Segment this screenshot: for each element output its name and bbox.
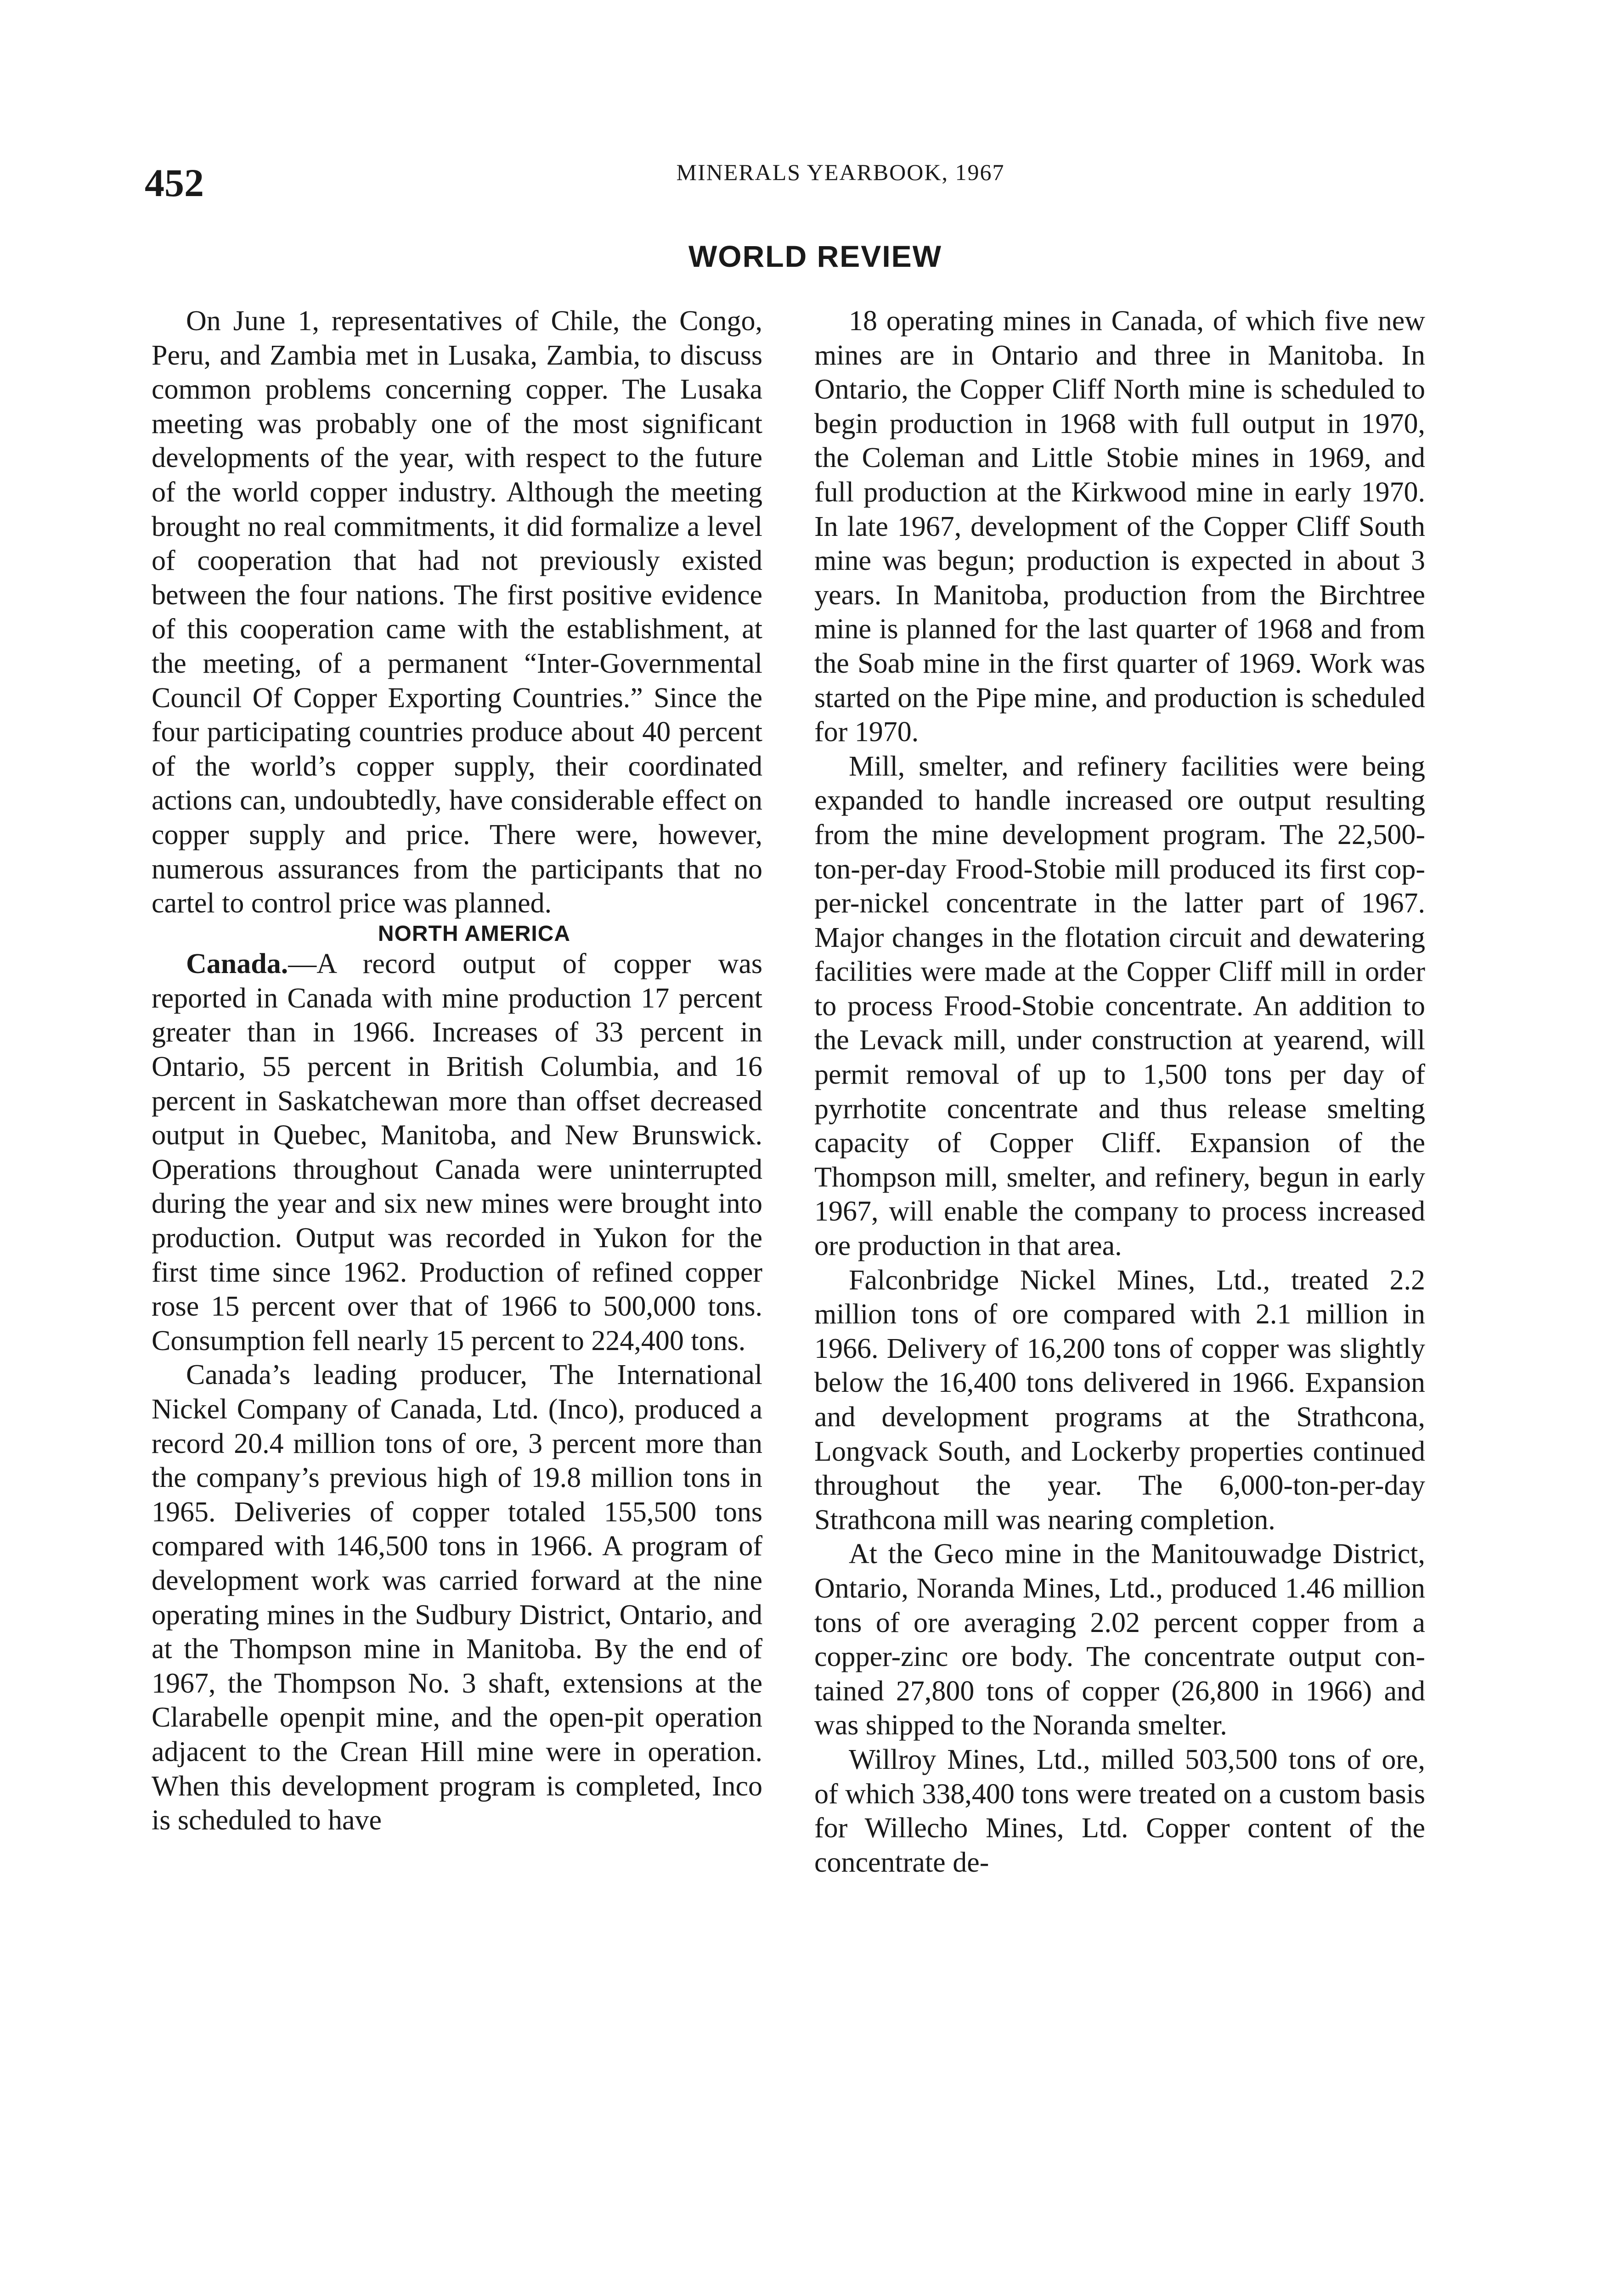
paragraph-willroy: Willroy Mines, Ltd., milled 503,500 tons of ore, of which 338,400 tons were treated on a custom basis for Willecho Mines, Ltd. Copper content of the concentrate de- (814, 1744, 1425, 1878)
right-column (814, 304, 1425, 1880)
paragraph-falconbridge: Falconbridge Nickel Mines, Ltd., treated 2.2 million tons of ore compared with 2.1 million in 1966. Delivery of 16,200 tons of copper was slightly below the 16,400 tons delivered in 1966. Expansion and development programs at the Strathcona, Longvack South, and Lockerby properties continued throughout the year. The 6,000-ton-per-day Strathcona mill was nearing completion. (814, 1264, 1425, 1536)
paragraph-geco-mine: At the Geco mine in the Manitouwadge District, Ontario, Noranda Mines, Ltd., produced 1.46 million tons of ore averaging 2.02 percent copper from a copper-zinc ore body. The concentrate output contained 27,800 tons of copper (26,800 in 1966) and was shipped to the Noranda smelter. (814, 1538, 1425, 1741)
paragraph-inco: Canada’s leading producer, The International Nickel Company of Canada, Ltd. (Inco), produced a record 20.4 million tons of ore, 3 percent more than the company’s previous high of 19.8 million tons in 1965. Deliveries of copper totaled 155,500 tons compared with 146,500 tons in 1966. A program of development work was carried forward at the nine operating mines in the Sudbury District, Ontario, and at the Thompson mine in Manitoba. By the end of 1967, the Thompson No. 3 shaft, extensions at the Clarabelle openpit mine, and the open-pit operation adjacent to the Crean Hill mine were in operation. When this development program is completed, Inco is scheduled to have (152, 1359, 762, 1836)
paragraph-lusaka-meeting: On June 1, representatives of Chile, the Congo, Peru, and Zambia met in Lusaka, Zambia, to discuss common problems concerning copper. The Lusaka meeting was probably one of the most significant developments of the year, with respect to the future of the world copper industry. Although the meeting brought no real commitments, it did formalize a level of cooperation that had not previously existed between the four nations. The first positive evidence of this cooperation came with the establishment, at the meeting, of a permanent “Inter-Governmental Council Of Copper Exporting Countries.” Since the four participating countries produce about 40 percent of the world’s copper supply, their coordinated actions can, undoubtedly, have considerable effect on copper supply and price. There were, however, numerous assurances from the participants that no cartel to control price was planned. (152, 305, 762, 919)
left-column (152, 304, 762, 1838)
paragraph-lead-canada: Canada. (186, 948, 288, 980)
running-header: MINERALS YEARBOOK, 1967 (676, 159, 1005, 185)
section-title: WORLD REVIEW (688, 239, 942, 273)
paragraph-operating-mines: 18 operating mines in Canada, of which five new mines are in Ontario and three in Manitoba. In Ontario, the Copper Cliff North mine is scheduled to begin production in 1968 with full output in 1970, the Coleman and Little Stobie mines in 1969, and full production at the Kirkwood mine in early 1970. In late 1967, development of the Copper Cliff South mine was begun; production is expected in about 3 years. In Manitoba, production from the Birchtree mine is planned for the last quarter of 1968 and from the Soab mine in the first quarter of 1969. Work was started on the Pipe mine, and production is scheduled for 1970. (814, 305, 1425, 748)
paragraph-mill-smelter: Mill, smelter, and refinery facilities were being expanded to handle increased ore output resulting from the mine development program. The 22,500-ton-per-day Frood-Stobie mill produced its first copper-nickel concentrate in the latter part of 1967. Major changes in the flotation circuit and dewatering facilities were made at the Copper Cliff mill in order to process Frood-Stobie concentrate. An addition to the Levack mill, under construction at yearend, will permit removal of up to 1,500 tons per day of pyrrhotite concentrate and thus release smelting capacity of Copper Cliff. Expansion of the Thompson mill, smelter, and refinery, begun in early 1967, will enable the company to process increased ore production in that area. (814, 750, 1425, 1262)
paragraph-canada (152, 947, 762, 1358)
subheading-north-america: NORTH AMERICA (378, 921, 571, 946)
page-number: 452 (145, 161, 204, 205)
paragraph-canada-text: —A record output of copper was reported in Canada with mine production 17 percent greater than in 1966. Increases of 33 percent in Ontario, 55 percent in British Columbia, and 16 percent in Saskatchewan more than offset decreased output in Quebec, Manitoba, and New Brunswick. Operations throughout Canada were uninterrupted during the year and six new mines were brought into production. Output was recorded in Yukon for the first time since 1962. Production of refined copper rose 15 percent over that of 1966 to 500,000 tons. Consumption fell nearly 15 percent to 224,400 tons. (152, 948, 762, 1356)
